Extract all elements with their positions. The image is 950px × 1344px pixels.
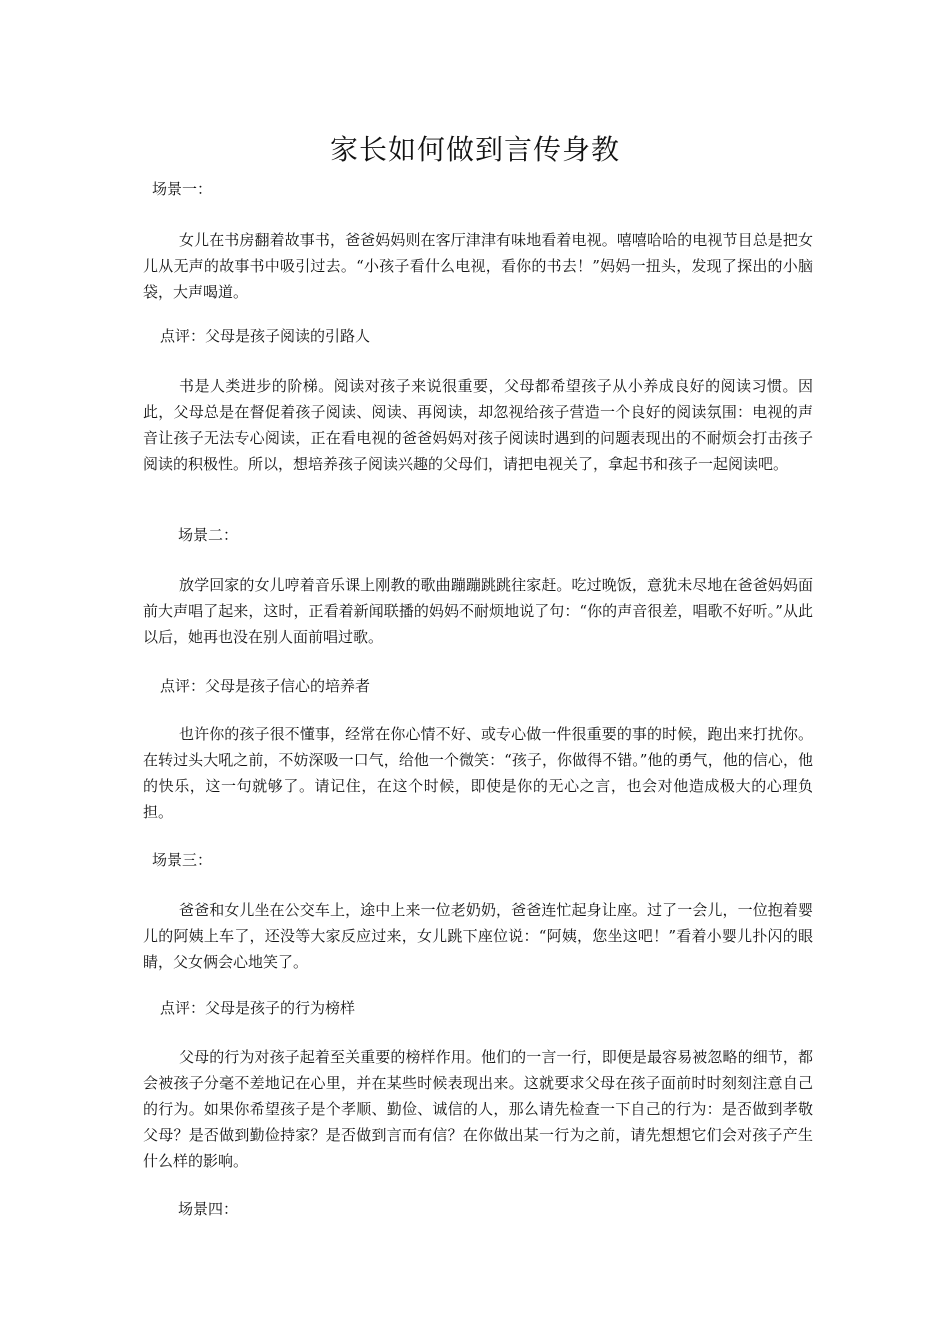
comment-heading-3: 点评：父母是孩子的行为榜样 <box>160 999 356 1017</box>
scene-heading-4: 场景四： <box>178 1200 239 1218</box>
comment-heading-1: 点评：父母是孩子阅读的引路人 <box>160 327 371 345</box>
comment-heading-2: 点评：父母是孩子信心的培养者 <box>160 677 371 695</box>
comment-paragraph-1: 书是人类进步的阶梯。阅读对孩子来说很重要，父母都希望孩子从小养成良好的阅读习惯。因此，父母总是在督促着孩子阅读、阅读、再阅读，却忽视给孩子营造一个良好的阅读氛围：电视的声音让孩子无法专心阅读，正在看电视的爸爸妈妈对孩子阅读时遇到的问题表现出的不耐烦会打击孩子阅读的积极性。所以，想培养孩子阅读兴趣的父母们，请把电视关了，拿起书和孩子一起阅读吧。 <box>143 377 813 473</box>
comment-paragraph-2: 也许你的孩子很不懂事，经常在你心情不好、或专心做一件很重要的事的时候，跑出来打扰你。在转过头大吼之前，不妨深吸一口气，给他一个微笑：“孩子，你做得不错。”他的勇气，他的信心，他的快乐，这一句就够了。请记住，在这个时候，即使是你的无心之言，也会对他造成极大的心理负担。 <box>143 725 813 821</box>
scene-heading-3: 场景三： <box>152 851 213 869</box>
scene-heading-1: 场景一： <box>152 180 213 198</box>
document-title: 家长如何做到言传身教 <box>329 133 620 166</box>
scene-heading-2: 场景二： <box>178 526 239 544</box>
scene-paragraph-2: 放学回家的女儿哼着音乐课上刚教的歌曲蹦蹦跳跳往家赶。吃过晚饭，意犹未尽地在爸爸妈妈面前大声唱了起来，这时，正看着新闻联播的妈妈不耐烦地说了句：“你的声音很差，唱歌不好听。”从此以后，她再也没在别人面前唱过歌。 <box>143 576 813 646</box>
scene-paragraph-3: 爸爸和女儿坐在公交车上，途中上来一位老奶奶，爸爸连忙起身让座。过了一会儿，一位抱着婴儿的阿姨上车了，还没等大家反应过来，女儿跳下座位说：“阿姨，您坐这吧！”看着小婴儿扑闪的眼睛，父女俩会心地笑了。 <box>143 901 813 971</box>
scene-paragraph-1: 女儿在书房翻着故事书，爸爸妈妈则在客厅津津有味地看着电视。嘻嘻哈哈的电视节目总是把女儿从无声的故事书中吸引过去。“小孩子看什么电视，看你的书去！”妈妈一扭头，发现了探出的小脑袋，大声喝道。 <box>143 231 813 301</box>
comment-paragraph-3: 父母的行为对孩子起着至关重要的榜样作用。他们的一言一行，即便是最容易被忽略的细节，都会被孩子分毫不差地记在心里，并在某些时候表现出来。这就要求父母在孩子面前时时刻刻注意自己的行为。如果你希望孩子是个孝顺、勤俭、诚信的人，那么请先检查一下自己的行为：是否做到孝敬父母？是否做到勤俭持家？是否做到言而有信？在你做出某一行为之前，请先想想它们会对孩子产生什么样的影响。 <box>143 1048 813 1170</box>
